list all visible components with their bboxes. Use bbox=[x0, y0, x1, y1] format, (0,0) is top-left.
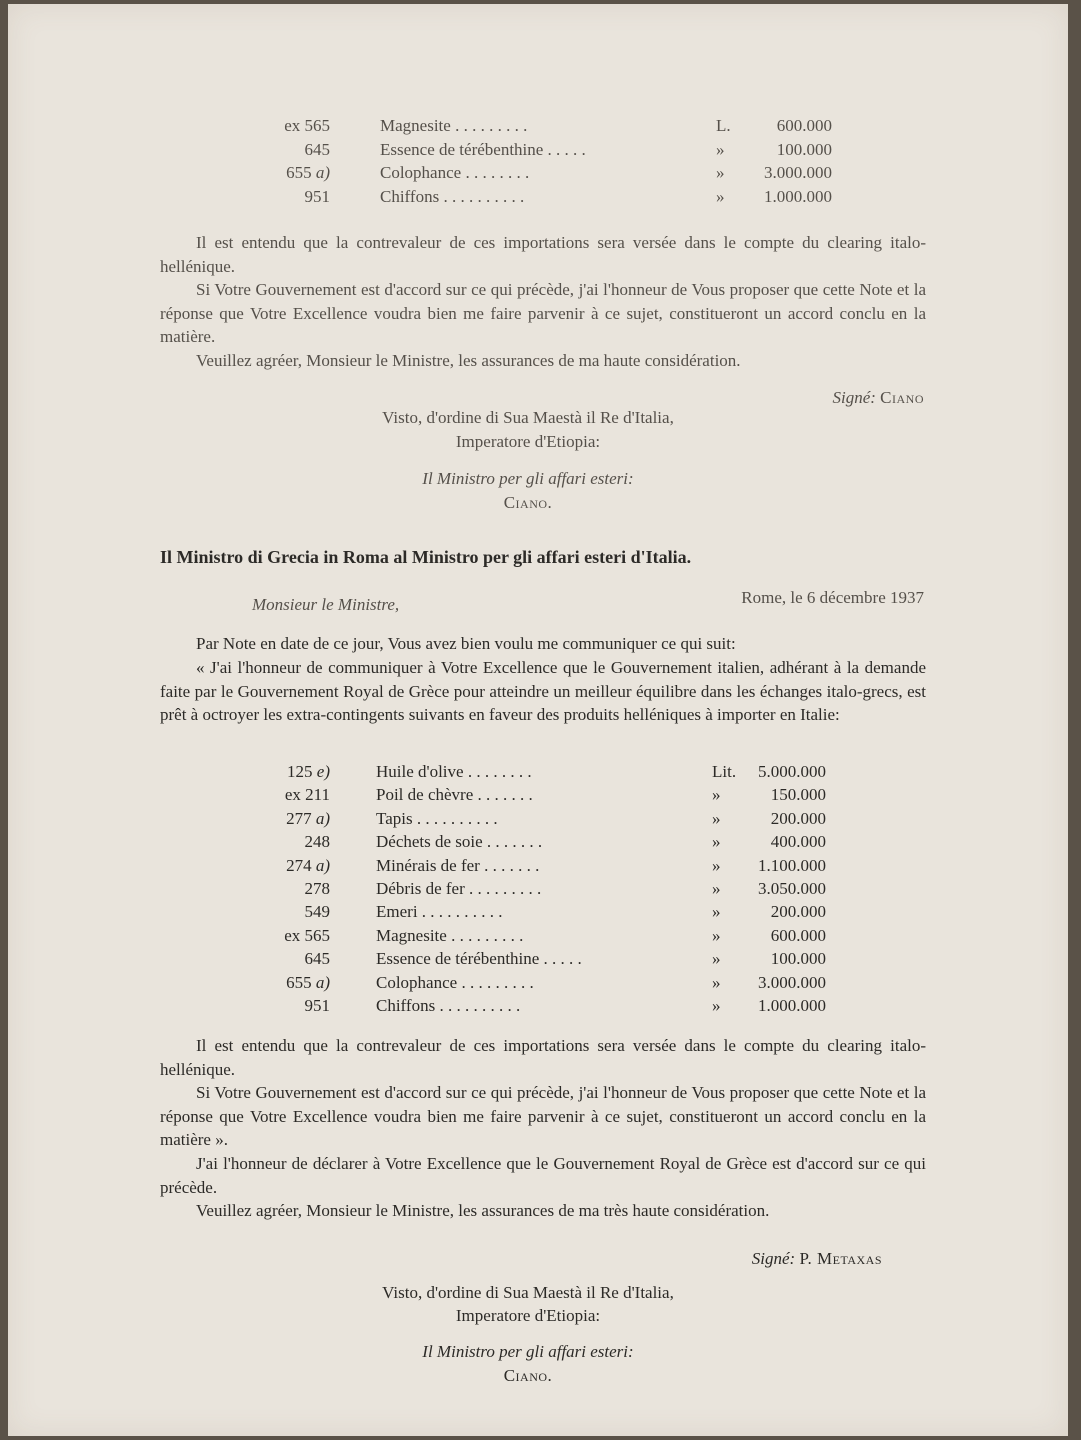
visto-line1-b: Visto, d'ordine di Sua Maestà il Re d'Italia, bbox=[382, 1283, 674, 1302]
item-name: Tapis . . . . . . . . . . bbox=[376, 808, 498, 828]
item-name: Magnesite . . . . . . . . . bbox=[376, 925, 524, 945]
top-paragraph-proposal-text: Si Votre Gouvernement est d'accord sur ce qui précède, j'ai l'honneur de Vous proposer que cette Note et la réponse que Votre Excellence voudra bien me faire parvenir à ce sujet, constitueront un accord conclu en la matière. bbox=[160, 280, 926, 346]
item-currency: Lit. bbox=[712, 762, 737, 781]
visto-line1-a: Visto, d'ordine di Sua Maestà il Re d'Italia, bbox=[382, 408, 674, 427]
visto-line2-a: Imperatore d'Etiopia: bbox=[455, 432, 601, 451]
date-line: Rome, le 6 décembre 1937 bbox=[741, 588, 924, 607]
item-code: 274 a) bbox=[286, 855, 330, 875]
table-row bbox=[8, 856, 1068, 879]
item-amount: 400.000 bbox=[770, 832, 826, 852]
item-code: ex 565 bbox=[284, 925, 330, 945]
item-code: 655 a) bbox=[286, 972, 330, 992]
bottom-paragraph-proposal-text: Si Votre Gouvernement est d'accord sur ce qui précède, j'ai l'honneur de Vous proposer que cette Note et la réponse que Votre Excellence voudra bien me faire parvenir à ce sujet, constitueront un accord conclu en la matière ». bbox=[160, 1083, 926, 1149]
item-currency: » bbox=[712, 808, 721, 828]
item-name: Colophance . . . . . . . . . bbox=[376, 972, 534, 992]
bottom-paragraph-closing bbox=[160, 1199, 926, 1223]
letter-paragraph-quote bbox=[160, 656, 926, 727]
table-row bbox=[8, 973, 1068, 996]
item-currency: » bbox=[712, 972, 721, 992]
item-amount: 3.050.000 bbox=[758, 879, 826, 898]
signature-metaxas bbox=[752, 1249, 882, 1269]
visto-line3-b: Il Ministro per gli affari esteri: bbox=[422, 1342, 634, 1361]
item-currency: » bbox=[716, 139, 725, 159]
item-code: 951 bbox=[304, 996, 330, 1015]
item-code: 645 bbox=[304, 139, 330, 159]
signature-ciano-1 bbox=[832, 388, 924, 408]
table-row bbox=[8, 785, 1068, 808]
visto-line3-a: Il Ministro per gli affari esteri: bbox=[422, 469, 634, 488]
document-page bbox=[8, 4, 1068, 1436]
item-amount: 1.000.000 bbox=[758, 996, 826, 1015]
item-name: Emeri . . . . . . . . . . bbox=[376, 902, 503, 922]
table-row bbox=[8, 187, 1068, 210]
item-currency: L. bbox=[716, 116, 731, 135]
bottom-paragraph-clearing bbox=[160, 1034, 926, 1081]
signature-label: Signé: bbox=[751, 1249, 796, 1268]
top-paragraph-closing bbox=[160, 349, 926, 373]
item-name: Colophance . . . . . . . . bbox=[380, 163, 530, 182]
item-currency: » bbox=[716, 186, 725, 206]
signature-name: Ciano bbox=[880, 388, 924, 407]
item-code: ex 211 bbox=[284, 785, 330, 805]
table-row bbox=[8, 809, 1068, 832]
item-amount: 100.000 bbox=[776, 139, 832, 159]
top-paragraph-clearing bbox=[160, 231, 926, 278]
item-currency: » bbox=[712, 855, 721, 875]
item-amount: 600.000 bbox=[776, 116, 832, 135]
item-currency: » bbox=[712, 949, 721, 969]
item-currency: » bbox=[712, 996, 721, 1015]
table-row bbox=[8, 116, 1068, 139]
letter-paragraph-intro bbox=[160, 632, 926, 656]
visto-line2-b: Imperatore d'Etiopia: bbox=[455, 1306, 601, 1325]
bottom-paragraph-declaration-text: J'ai l'honneur de déclarer à Votre Excellence que le Gouvernement Royal de Grèce est d'accord sur ce qui précède. bbox=[160, 1154, 926, 1197]
item-name: Essence de térébenthine . . . . . bbox=[380, 139, 586, 159]
bottom-paragraph-declaration bbox=[160, 1152, 926, 1199]
top-import-table bbox=[8, 116, 1068, 216]
table-row bbox=[8, 996, 1068, 1019]
bottom-paragraph-clearing-text: Il est entendu que la contrevaleur de ces importations sera versée dans le compte du clearing italo-hellénique. bbox=[160, 1036, 926, 1079]
item-name: Huile d'olive . . . . . . . . bbox=[376, 762, 532, 781]
bottom-paragraph-closing-text: Veuillez agréer, Monsieur le Ministre, les assurances de ma très haute considération. bbox=[196, 1201, 770, 1220]
item-currency: » bbox=[712, 925, 721, 945]
letter-paragraph-intro-text: Par Note en date de ce jour, Vous avez bien voulu me communiquer ce qui suit: bbox=[196, 634, 736, 653]
item-currency: » bbox=[712, 832, 721, 852]
letter-heading: Il Ministro di Grecia in Roma al Ministro per gli affari esteri d'Italia. bbox=[160, 547, 692, 567]
item-currency: » bbox=[712, 879, 721, 898]
item-name: Minérais de fer . . . . . . . bbox=[376, 855, 540, 875]
top-paragraph-closing-text: Veuillez agréer, Monsieur le Ministre, les assurances de ma haute considération. bbox=[196, 351, 741, 370]
main-import-table bbox=[8, 762, 1068, 1022]
item-code: 951 bbox=[304, 186, 330, 206]
table-row bbox=[8, 140, 1068, 163]
item-code: 278 bbox=[304, 879, 330, 898]
item-name: Chiffons . . . . . . . . . . bbox=[376, 996, 521, 1015]
top-paragraph-clearing-text: Il est entendu que la contrevaleur de ces importations sera versée dans le compte du clearing italo-hellénique. bbox=[160, 233, 926, 276]
top-paragraph-proposal bbox=[160, 278, 926, 349]
table-row bbox=[8, 762, 1068, 785]
item-currency: » bbox=[712, 785, 721, 805]
item-name: Débris de fer . . . . . . . . . bbox=[376, 879, 542, 898]
item-amount: 100.000 bbox=[770, 949, 826, 969]
table-row bbox=[8, 902, 1068, 925]
item-code: 248 bbox=[304, 832, 330, 852]
item-amount: 600.000 bbox=[770, 925, 826, 945]
item-code: 277 a) bbox=[286, 808, 330, 828]
item-currency: » bbox=[712, 902, 721, 922]
table-row bbox=[8, 949, 1068, 972]
item-name: Essence de térébenthine . . . . . bbox=[376, 949, 582, 969]
item-code: 549 bbox=[304, 902, 330, 922]
item-name: Poil de chèvre . . . . . . . bbox=[376, 785, 533, 805]
item-amount: 200.000 bbox=[770, 808, 826, 828]
item-code: 125 e) bbox=[287, 762, 330, 781]
item-amount: 3.000.000 bbox=[758, 972, 826, 992]
item-amount: 200.000 bbox=[770, 902, 826, 922]
table-row bbox=[8, 163, 1068, 186]
item-amount: 150.000 bbox=[770, 785, 826, 805]
item-currency: » bbox=[716, 163, 725, 182]
item-amount: 1.000.000 bbox=[764, 186, 832, 206]
item-amount: 3.000.000 bbox=[764, 163, 832, 182]
visto-line4-b: Ciano. bbox=[503, 1366, 553, 1385]
visto-line4-a: Ciano. bbox=[503, 493, 553, 512]
salutation: Monsieur le Ministre, bbox=[252, 595, 400, 614]
item-code: 645 bbox=[304, 949, 330, 969]
letter-paragraph-quote-text: « J'ai l'honneur de communiquer à Votre Excellence que le Gouvernement italien, adhérant à la demande faite par le Gouvernement Royal de Grèce pour atteindre un meilleur équilibre dans les échanges italo-grecs, est prêt à octroyer les extra-contingents suivants en faveur des produits helléniques à importer en Italie: bbox=[160, 658, 926, 724]
item-code: ex 565 bbox=[284, 116, 330, 135]
item-amount: 5.000.000 bbox=[758, 762, 826, 781]
item-code: 655 a) bbox=[286, 163, 330, 182]
table-row bbox=[8, 879, 1068, 902]
item-name: Chiffons . . . . . . . . . . bbox=[380, 186, 525, 206]
signature-name: P. Metaxas bbox=[799, 1249, 882, 1268]
item-name: Magnesite . . . . . . . . . bbox=[380, 116, 528, 135]
bottom-paragraph-proposal bbox=[160, 1081, 926, 1152]
item-amount: 1.100.000 bbox=[758, 855, 826, 875]
table-row bbox=[8, 926, 1068, 949]
item-name: Déchets de soie . . . . . . . bbox=[376, 832, 543, 852]
signature-label: Signé: bbox=[832, 388, 876, 407]
table-row bbox=[8, 832, 1068, 855]
